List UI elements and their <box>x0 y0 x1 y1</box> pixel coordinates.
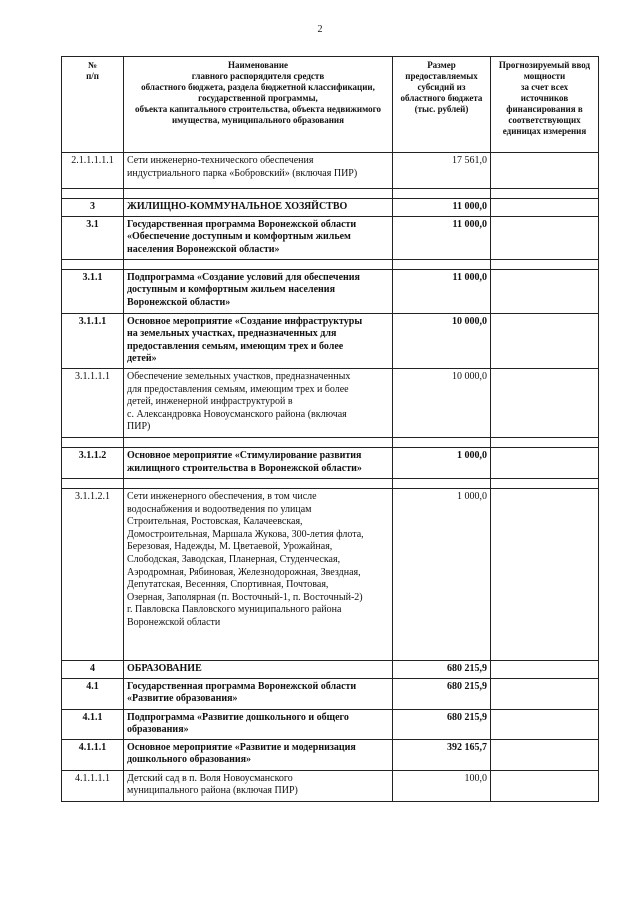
row-subsidy-cell: 100,0 <box>393 770 491 801</box>
row-forecast-cell <box>491 269 599 313</box>
table-row <box>62 368 599 437</box>
separator-cell <box>62 437 124 447</box>
row-name-cell: Детский сад в п. Воля Новоусманского муниципального района (включая ПИР) <box>124 770 393 801</box>
table-row <box>62 678 599 709</box>
row-forecast-cell <box>491 678 599 709</box>
separator-cell <box>393 259 491 269</box>
row-subsidy-cell: 10 000,0 <box>393 368 491 437</box>
page-number: 2 <box>317 24 323 35</box>
table-row <box>62 216 599 259</box>
header-size: Размер предоставляемых субсидий из областного бюджета (тыс. рублей) <box>393 57 491 153</box>
row-name-cell: Подпрограмма «Развитие дошкольного и общего образования» <box>124 709 393 739</box>
row-forecast-cell <box>491 313 599 368</box>
separator-row <box>62 437 599 447</box>
row-number-cell: 3.1.1.2 <box>62 447 124 478</box>
separator-cell <box>491 189 599 199</box>
row-forecast-cell <box>491 216 599 259</box>
separator-cell <box>124 478 393 488</box>
row-forecast-cell <box>491 739 599 770</box>
table-body <box>62 153 599 802</box>
row-subsidy-cell: 1 000,0 <box>393 447 491 478</box>
row-number-cell: 3.1 <box>62 216 124 259</box>
separator-row <box>62 189 599 199</box>
row-forecast-cell <box>491 447 599 478</box>
separator-cell <box>124 189 393 199</box>
row-subsidy-cell: 680 215,9 <box>393 660 491 678</box>
row-number-cell: 2.1.1.1.1.1 <box>62 153 124 189</box>
separator-cell <box>393 478 491 488</box>
table-row <box>62 660 599 678</box>
row-forecast-cell <box>491 199 599 217</box>
row-subsidy-cell: 17 561,0 <box>393 153 491 189</box>
row-number-cell: 3.1.1.2.1 <box>62 488 124 660</box>
row-forecast-cell <box>491 770 599 801</box>
row-number-cell: 3.1.1 <box>62 269 124 313</box>
row-subsidy-cell: 1 000,0 <box>393 488 491 660</box>
row-number-cell: 3.1.1.1.1 <box>62 368 124 437</box>
subsidy-table <box>61 56 599 802</box>
row-subsidy-cell: 680 215,9 <box>393 709 491 739</box>
table-row <box>62 447 599 478</box>
separator-cell <box>393 437 491 447</box>
separator-cell <box>393 189 491 199</box>
separator-cell <box>491 259 599 269</box>
row-name-cell: ОБРАЗОВАНИЕ <box>124 660 393 678</box>
row-name-cell: Сети инженерного обеспечения, в том числе водоснабжения и водоотведения по улицам Строительная, Ростовская, Калачеевская, Домостроительная, Маршала Жукова, 300-летия флота, Березовая, Надежды, М. Цветаевой, Урожайная, Слободская, Заводская, Планерная, Студенческая, Аэродромная, Рябиновая, Железнодорожная, Звездная, Депутатская, Весенняя, Спортивная, Почтовая, Озерная, Заполярная (п. Восточный-1, п. Восточный-2) г. Павловска Павловского муниципального района Воронежской области <box>124 488 393 660</box>
header-name: Наименование главного распорядителя средств областного бюджета, раздела бюджетной классификации, государственной программы, объекта капитального строительства, объекта недвижимого имущества, муниципального образования <box>124 57 393 153</box>
table-row <box>62 313 599 368</box>
row-number-cell: 3 <box>62 199 124 217</box>
row-name-cell: Основное мероприятие «Развитие и модернизация дошкольного образования» <box>124 739 393 770</box>
row-subsidy-cell: 392 165,7 <box>393 739 491 770</box>
row-number-cell: 4.1.1.1.1 <box>62 770 124 801</box>
row-number-cell: 4 <box>62 660 124 678</box>
separator-cell <box>62 259 124 269</box>
row-subsidy-cell: 680 215,9 <box>393 678 491 709</box>
row-forecast-cell <box>491 153 599 189</box>
separator-cell <box>491 478 599 488</box>
row-name-cell: Обеспечение земельных участков, предназначенных для предоставления семьям, имеющим трех и более детей, инженерной инфраструктурой в с. Александровка Новоусманского района (включая ПИР) <box>124 368 393 437</box>
separator-cell <box>124 437 393 447</box>
table-header-row <box>62 57 599 153</box>
table-row <box>62 488 599 660</box>
separator-cell <box>491 437 599 447</box>
row-forecast-cell <box>491 709 599 739</box>
table-row <box>62 269 599 313</box>
row-forecast-cell <box>491 368 599 437</box>
header-num: № п/п <box>62 57 124 153</box>
row-number-cell: 3.1.1.1 <box>62 313 124 368</box>
separator-cell <box>62 189 124 199</box>
row-number-cell: 4.1.1.1 <box>62 739 124 770</box>
row-name-cell: Сети инженерно-технического обеспечения индустриального парка «Бобровский» (включая ПИР) <box>124 153 393 189</box>
row-subsidy-cell: 11 000,0 <box>393 216 491 259</box>
table-row <box>62 709 599 739</box>
row-name-cell: Подпрограмма «Создание условий для обеспечения доступным и комфортным жильем населения Воронежской области» <box>124 269 393 313</box>
table-row <box>62 153 599 189</box>
row-forecast-cell <box>491 660 599 678</box>
row-number-cell: 4.1 <box>62 678 124 709</box>
separator-row <box>62 478 599 488</box>
row-number-cell: 4.1.1 <box>62 709 124 739</box>
row-name-cell: ЖИЛИЩНО-КОММУНАЛЬНОЕ ХОЗЯЙСТВО <box>124 199 393 217</box>
table-row <box>62 199 599 217</box>
row-name-cell: Государственная программа Воронежской области «Развитие образования» <box>124 678 393 709</box>
separator-row <box>62 259 599 269</box>
table-row <box>62 739 599 770</box>
separator-cell <box>124 259 393 269</box>
row-forecast-cell <box>491 488 599 660</box>
row-subsidy-cell: 11 000,0 <box>393 199 491 217</box>
row-name-cell: Государственная программа Воронежской области «Обеспечение доступным и комфортным жильем населения Воронежской области» <box>124 216 393 259</box>
row-name-cell: Основное мероприятие «Создание инфраструктуры на земельных участках, предназначенных для предоставления семьям, имеющим трех и более детей» <box>124 313 393 368</box>
header-forecast: Прогнозируемый ввод мощности за счет всех источников финансирования в соответствующих единицах измерения <box>491 57 599 153</box>
separator-cell <box>62 478 124 488</box>
row-name-cell: Основное мероприятие «Стимулирование развития жилищного строительства в Воронежской области» <box>124 447 393 478</box>
row-subsidy-cell: 11 000,0 <box>393 269 491 313</box>
table-row <box>62 770 599 801</box>
row-subsidy-cell: 10 000,0 <box>393 313 491 368</box>
